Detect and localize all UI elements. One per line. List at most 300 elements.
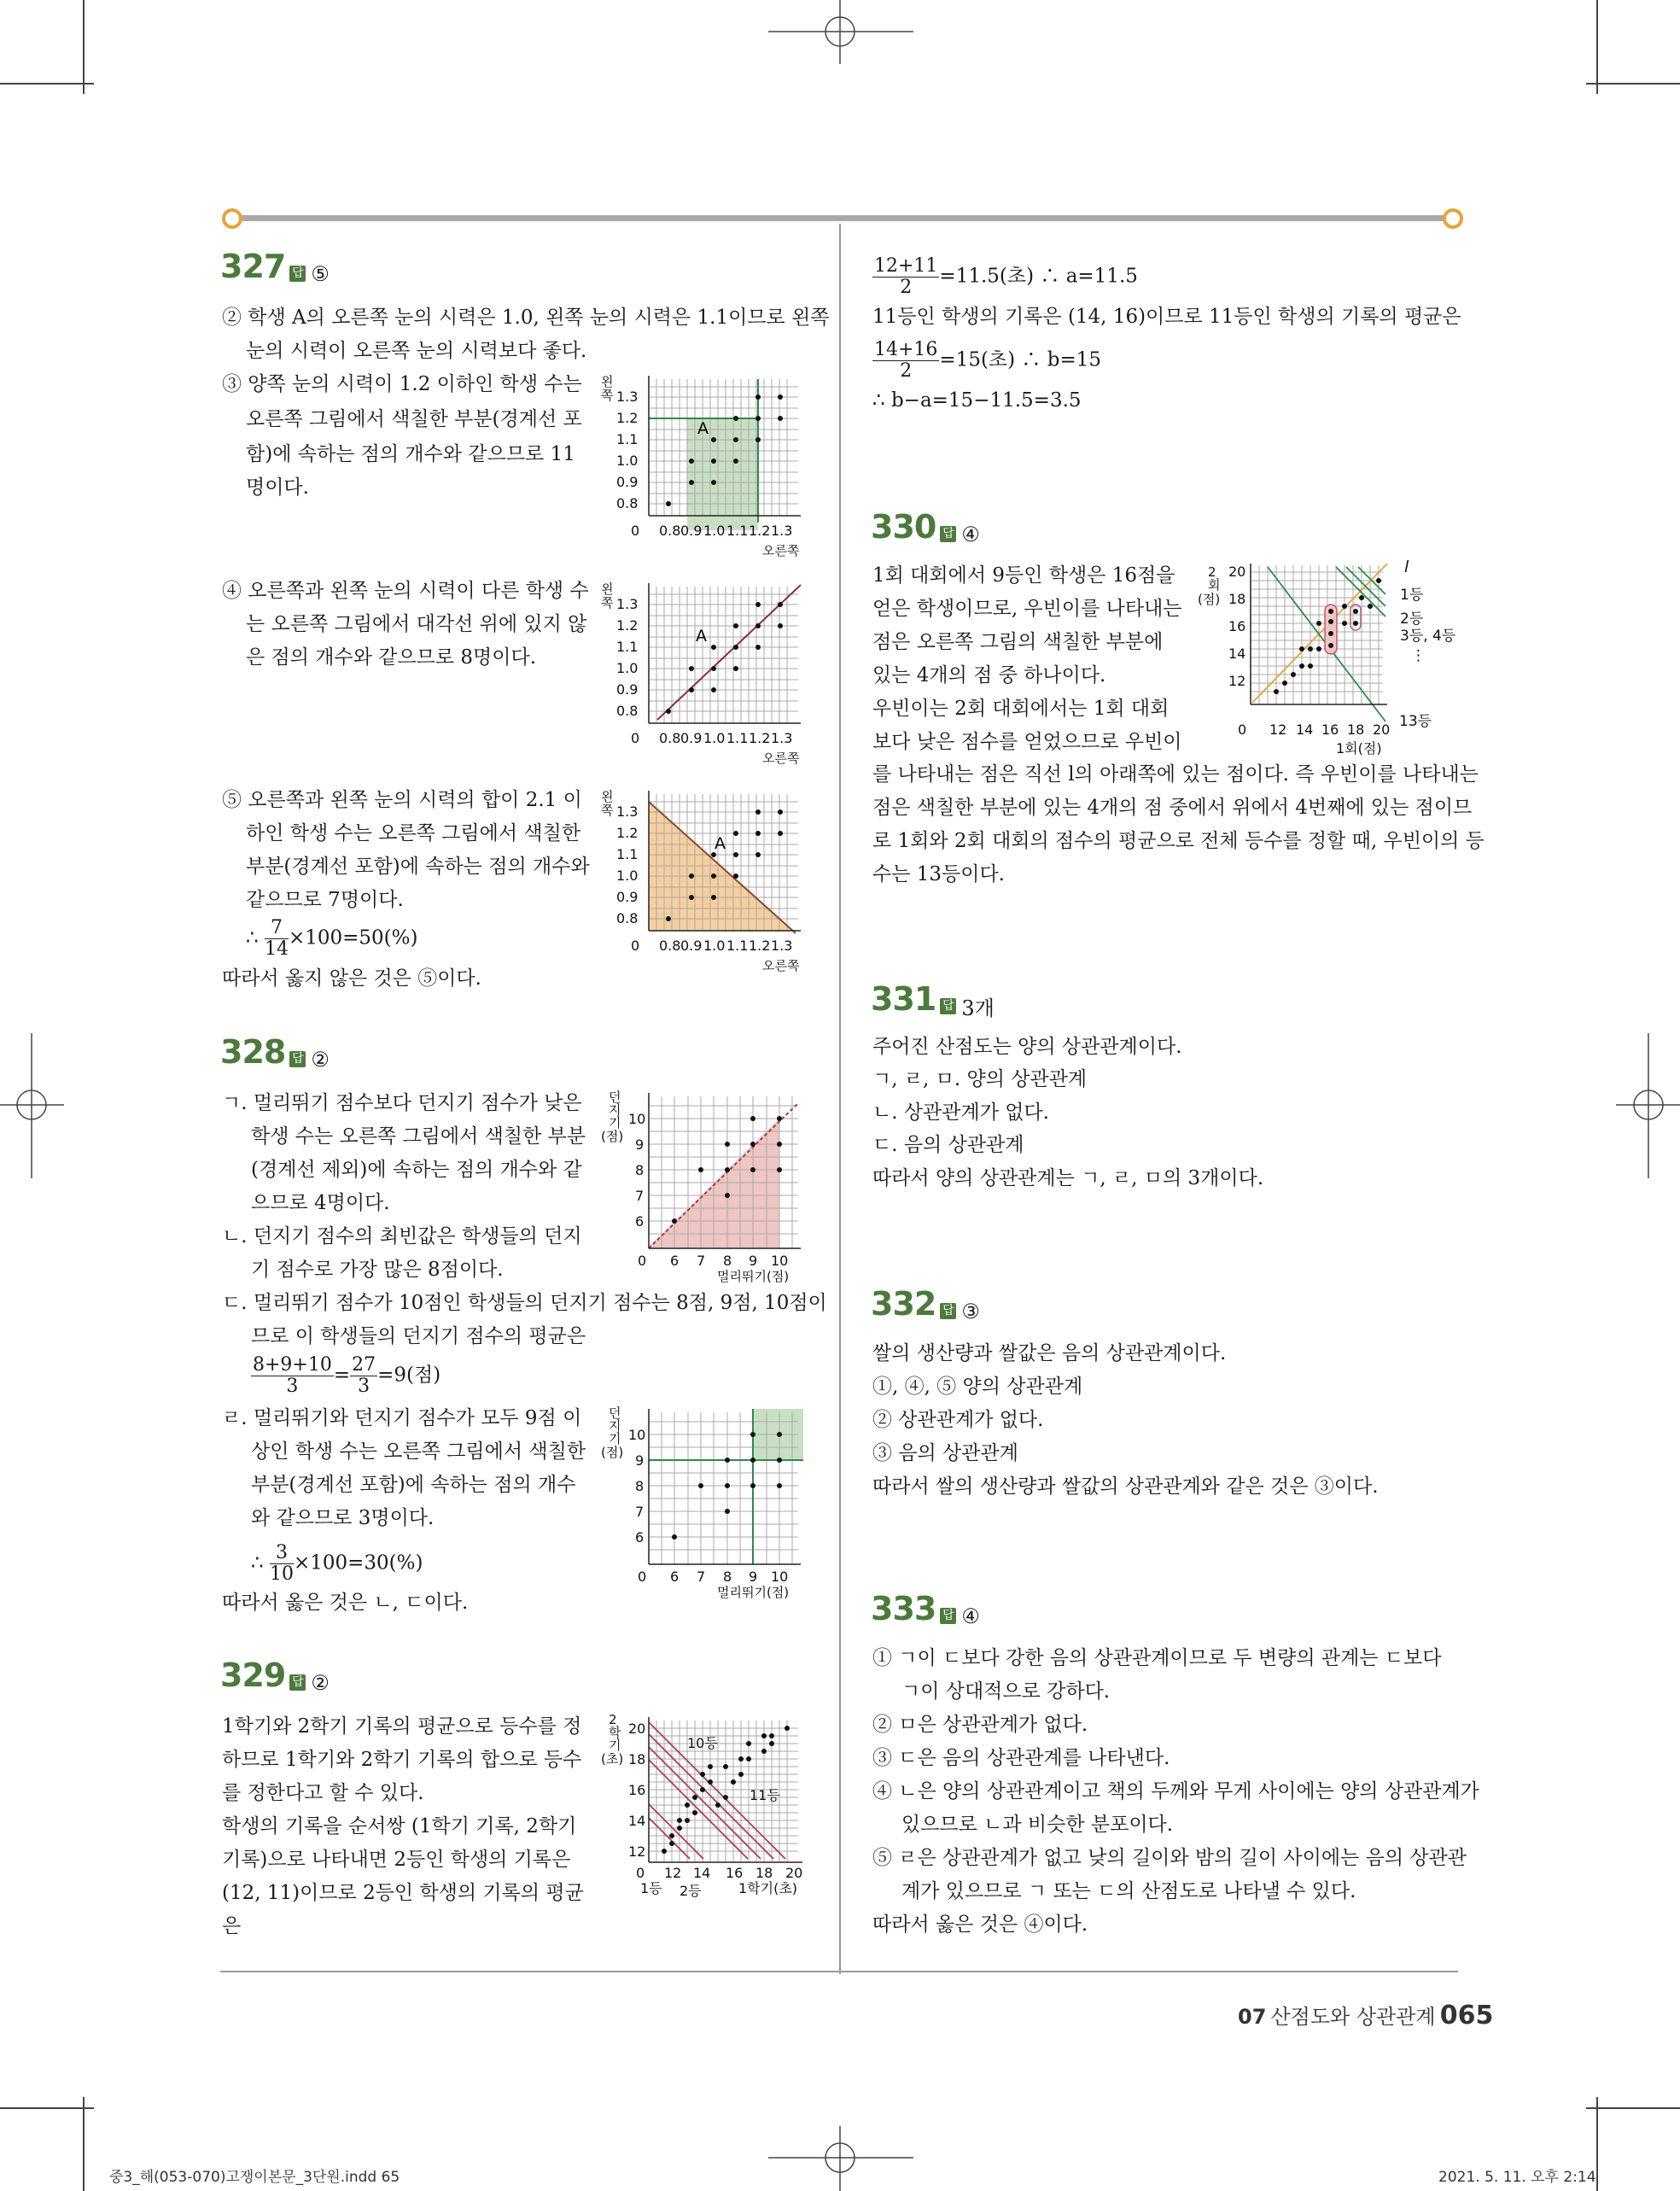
text-line: ㄱ. 멀리뛰기 점수보다 던지기 점수가 낮은	[222, 1092, 582, 1114]
text-line: 11등인 학생의 기록은 (14, 16)이므로 11등인 학생의 기록의 평균은	[872, 306, 1461, 328]
point	[689, 895, 694, 900]
problem-number: 327	[220, 248, 286, 285]
point	[692, 1795, 697, 1800]
problem-number: 331	[871, 980, 936, 1018]
text-line: 으므로 4명이다.	[251, 1192, 390, 1214]
text-line: ③ ㄷ은 음의 상관관계를 나타낸다.	[872, 1747, 1170, 1769]
point	[733, 873, 738, 879]
point	[777, 1432, 782, 1437]
x-label: 멀리뛰기(점)	[717, 1585, 790, 1600]
y-tick: 0.9	[616, 889, 639, 905]
point	[733, 666, 738, 671]
point	[698, 1167, 703, 1172]
y-tick: 1.0	[616, 660, 639, 676]
point	[1342, 621, 1347, 626]
text-line: 은 점의 개수와 같으므로 8명이다.	[246, 646, 537, 669]
y-label: 학	[609, 1725, 621, 1740]
fraction	[251, 1355, 334, 1397]
point	[725, 1509, 730, 1514]
point	[672, 1534, 677, 1540]
text-line: 점은 색칠한 부분에 있는 4개의 점 중에서 위에서 4번째에 있는 점이므	[872, 797, 1473, 819]
point	[746, 1756, 751, 1762]
point	[669, 1833, 674, 1838]
y-tick: 8	[635, 1162, 645, 1178]
point	[689, 459, 694, 464]
origin: 0	[631, 730, 640, 746]
y-tick: 18	[628, 1751, 646, 1767]
point	[769, 1733, 774, 1738]
y-tick: 12	[628, 1843, 646, 1860]
y-tick: 6	[635, 1529, 645, 1545]
text-line: 오른쪽 그림에서 색칠한 부분(경계선 포	[246, 408, 582, 430]
point	[689, 480, 694, 485]
point	[711, 873, 716, 879]
origin: 0	[1238, 722, 1247, 738]
point	[769, 1741, 774, 1746]
point	[1328, 643, 1333, 648]
text-line: ∴ b−a=15−11.5=3.5	[872, 389, 1082, 412]
top-bar-cap-left	[222, 208, 242, 229]
bottom-rule	[220, 1971, 1458, 1972]
text-line: ④ ㄴ은 양의 상관관계이고 책의 두께와 무게 사이에는 양의 상관관계가	[872, 1780, 1479, 1802]
denominator: 3	[358, 1376, 370, 1397]
point	[725, 1193, 730, 1198]
text-line: 학생의 기록을 순서쌍 (1학기 기록, 2학기	[222, 1815, 577, 1838]
problem-332-header	[871, 1285, 980, 1323]
text-line: 상인 학생 수는 오른쪽 그림에서 색칠한	[251, 1440, 586, 1463]
point	[708, 1764, 713, 1769]
point-label-a: A	[696, 627, 707, 646]
point	[677, 1818, 682, 1823]
text-line: 부분(경계선 포함)에 속하는 점의 개수와	[246, 856, 590, 878]
y-tick: 10	[628, 1427, 646, 1443]
answer-badge: 답	[940, 1608, 956, 1624]
answer-badge: 답	[940, 998, 956, 1014]
text-line: 계가 있으므로 ㄱ 또는 ㄷ의 산점도로 나타낼 수 있다.	[901, 1880, 1356, 1902]
chapter-number: 07	[1238, 2005, 1267, 2029]
y-tick: 1.1	[616, 639, 639, 655]
text-line: ㄴ. 던지기 점수의 최빈값은 학생들의 던지	[222, 1225, 582, 1247]
point	[733, 459, 738, 464]
point	[1274, 689, 1279, 694]
calc-result: =11.5(초) ∴ a=11.5	[939, 265, 1138, 288]
x-tick: 18	[1347, 722, 1365, 738]
x-label: 1회(점)	[1336, 740, 1382, 757]
point	[755, 437, 761, 442]
point	[666, 501, 671, 506]
point	[733, 831, 738, 836]
point	[711, 437, 716, 442]
point	[1299, 646, 1304, 651]
x-tick: 0.9	[680, 938, 703, 954]
point	[725, 1483, 730, 1488]
x-tick: 9	[749, 1569, 758, 1585]
ellipsis: ⋮	[1411, 647, 1426, 664]
point	[777, 1116, 782, 1121]
y-label: 쪽	[601, 388, 614, 403]
text-line: 기록)으로 나타내면 2등인 학생의 기록은	[222, 1849, 571, 1871]
text-line: 로 1회와 2회 대회의 점수의 평균으로 전체 등수를 정할 때, 우빈이의 등	[872, 830, 1485, 852]
y-label: 기	[609, 1115, 621, 1131]
x-tick: 1.0	[703, 730, 726, 746]
point-label-a: A	[697, 419, 709, 438]
text-line: 1학기와 2학기 기록의 평균으로 등수를 정	[222, 1715, 582, 1738]
point	[711, 459, 716, 464]
rank-label: 1등	[1400, 587, 1424, 604]
x-tick: 9	[749, 1253, 758, 1269]
text-line: 하므로 1학기와 2학기 기록의 합으로 등수	[222, 1749, 582, 1771]
calc-line	[251, 1355, 440, 1397]
text-line: 우빈이는 2회 대회에서는 1회 대회	[872, 698, 1170, 720]
problem-329-header	[220, 1656, 330, 1695]
y-label: 던	[609, 1405, 621, 1421]
y-tick: 9	[635, 1136, 645, 1153]
point	[708, 1779, 713, 1785]
calc-prefix: ∴	[251, 1551, 270, 1575]
answer-value: 3개	[961, 996, 995, 1020]
y-tick: 7	[635, 1188, 645, 1204]
y-label: 왼	[601, 374, 614, 389]
text-line: ② 학생 A의 오른쪽 눈의 시력은 1.0, 왼쪽 눈의 시력은 1.1이므로 왼쪽	[222, 307, 830, 329]
answer-badge: 답	[940, 526, 956, 542]
point	[711, 645, 716, 650]
y-tick: 1.0	[616, 453, 639, 469]
y-tick: 8	[635, 1478, 645, 1494]
answer-badge: 답	[289, 1051, 306, 1067]
point	[662, 1849, 667, 1854]
y-tick: 0.8	[616, 495, 639, 511]
x-tick: 1.2	[749, 938, 771, 954]
answer-value: ②	[311, 1670, 330, 1695]
origin: 0	[631, 938, 640, 954]
point	[700, 1787, 705, 1792]
point	[669, 1841, 674, 1846]
graph-jump-1	[598, 1086, 811, 1287]
point	[1308, 663, 1313, 669]
point	[750, 1116, 755, 1121]
point	[1316, 621, 1321, 626]
y-label: 기	[609, 1738, 621, 1753]
x-label: 오른쪽	[762, 543, 800, 558]
calc-result: =9(점)	[377, 1364, 441, 1387]
point	[685, 1802, 690, 1808]
conclusion: 따라서 옳은 것은 ㄴ, ㄷ이다.	[222, 1592, 469, 1614]
x-tick: 1.0	[703, 523, 726, 539]
y-tick: 1.1	[616, 846, 639, 862]
x-tick: 6	[670, 1569, 680, 1585]
point	[689, 873, 694, 879]
point	[685, 1818, 690, 1823]
y-tick: 0.8	[616, 703, 639, 719]
page-number: 065	[1439, 2001, 1494, 2030]
y-tick: 1.2	[616, 410, 639, 426]
x-tick: 12	[664, 1865, 682, 1881]
x-tick: 10	[771, 1569, 789, 1585]
point	[1316, 646, 1321, 651]
numerator: 12+11	[874, 255, 938, 277]
problem-number: 329	[220, 1656, 286, 1694]
y-tick: 0.9	[616, 474, 639, 490]
text-line: 은	[222, 1915, 242, 1937]
x-tick: 0.8	[659, 730, 681, 746]
point	[689, 666, 694, 671]
denominator: 14	[264, 938, 289, 960]
denominator: 2	[900, 277, 913, 298]
x-tick: 16	[726, 1865, 744, 1881]
answer-value: ④	[961, 1604, 980, 1628]
text-line: ㄱ, ㄹ, ㅁ. 양의 상관관계	[872, 1068, 1088, 1090]
x-tick: 0.9	[680, 523, 703, 539]
text-line: 따라서 옳은 것은 ④이다.	[872, 1913, 1088, 1936]
point	[755, 645, 761, 650]
y-tick: 0.8	[616, 910, 639, 926]
numerator: 14+16	[874, 339, 938, 360]
point	[672, 1218, 677, 1224]
calc-prefix: ∴	[246, 926, 265, 949]
point	[778, 809, 783, 815]
x-tick: 1.1	[726, 523, 749, 539]
point-label-a: A	[715, 834, 726, 853]
y-label: (점)	[601, 1445, 624, 1460]
text-line: 점은 오른쪽 그림의 색칠한 부분에	[872, 631, 1164, 653]
text-line: 하인 학생 수는 오른쪽 그림에서 색칠한	[246, 822, 581, 844]
calc-line	[872, 256, 1138, 298]
text-line: 같으므로 7명이다.	[246, 889, 404, 911]
x-label: 오른쪽	[762, 958, 800, 973]
rank-label: 2등	[1400, 611, 1424, 628]
origin: 0	[638, 1253, 647, 1269]
answer-badge: 답	[289, 1674, 306, 1691]
answer-value: ⑤	[311, 261, 330, 286]
x-label: 오른쪽	[762, 751, 800, 766]
x-tick: 1.3	[771, 730, 793, 746]
answer-value: ④	[961, 522, 980, 546]
point	[733, 416, 738, 421]
y-label: 지	[609, 1418, 621, 1434]
point	[1328, 609, 1333, 614]
rank-label: 13등	[1399, 713, 1432, 730]
point	[711, 895, 716, 900]
graph-semester	[598, 1710, 815, 1911]
point	[755, 852, 761, 857]
fraction	[872, 256, 939, 298]
numerator: 7	[265, 918, 289, 939]
problem-number: 332	[871, 1285, 936, 1323]
numerator: 8+9+10	[253, 1354, 332, 1376]
x-tick: 7	[697, 1569, 706, 1585]
y-label: 쪽	[601, 595, 614, 611]
x-tick: 1.3	[771, 523, 793, 539]
fraction	[265, 918, 289, 960]
point	[777, 1167, 782, 1172]
text-line: 부분(경계선 포함)에 속하는 점의 개수	[251, 1474, 576, 1496]
text-line: ⑤ ㄹ은 상관관계가 없고 낮의 길이와 밤의 길이 사이에는 음의 상관관	[872, 1847, 1467, 1869]
y-tick: 10	[628, 1111, 646, 1127]
file-info: 중3_해(053-070)고쟁이본문_3단원.indd 65	[109, 2169, 400, 2186]
point	[1282, 681, 1287, 686]
text-line: 쌀의 생산량과 쌀값은 음의 상관관계이다.	[872, 1342, 1227, 1364]
point	[755, 831, 761, 836]
x-tick: 10	[771, 1253, 789, 1269]
point	[1328, 631, 1333, 636]
y-tick: 18	[1228, 591, 1246, 607]
point	[700, 1772, 705, 1777]
numerator: 27	[352, 1354, 376, 1376]
point	[666, 916, 671, 921]
y-tick: 7	[635, 1504, 645, 1520]
x-tick: 18	[755, 1865, 773, 1881]
text-line: ㄷ. 음의 상관관계	[872, 1134, 1024, 1156]
problem-331-header	[871, 980, 995, 1021]
x-tick: 1.3	[771, 938, 793, 954]
denominator: 3	[286, 1376, 299, 1397]
y-tick: 1.2	[616, 825, 639, 841]
problem-number: 328	[220, 1033, 286, 1071]
x-tick: 1.2	[749, 523, 771, 539]
text-line: 눈의 시력이 오른쪽 눈의 시력보다 좋다.	[246, 340, 587, 362]
text-line: ㄴ. 상관관계가 없다.	[872, 1101, 1049, 1124]
point	[1353, 609, 1358, 614]
x-tick: 0.9	[680, 730, 703, 746]
registration-mark-right	[1616, 1033, 1680, 1178]
point	[750, 1142, 755, 1147]
y-tick: 16	[628, 1782, 646, 1798]
point	[1308, 646, 1313, 651]
point	[1353, 621, 1358, 626]
text-line: 보다 낮은 점수를 얻었으므로 우빈이	[872, 731, 1182, 753]
text-line: 명이다.	[246, 476, 309, 499]
y-label: 지	[609, 1102, 621, 1118]
calc-line	[872, 340, 1101, 382]
calc-result: ×100=30(%)	[293, 1551, 423, 1575]
x-tick: 1.2	[749, 730, 771, 746]
y-label: 왼	[601, 581, 614, 597]
y-tick: 1.3	[616, 596, 639, 612]
point	[711, 666, 716, 671]
print-date: 2021. 5. 11. 오후 2:14	[1438, 2169, 1596, 2186]
rank-label: 10등	[687, 1735, 718, 1751]
text-line: 있는 4개의 점 중 하나이다.	[872, 664, 1106, 687]
chapter-title: 산점도와 상관관계	[1270, 2005, 1436, 2029]
text-line: 따라서 쌀의 생산량과 쌀값의 상관관계와 같은 것은 ③이다.	[872, 1475, 1379, 1498]
x-tick: 1.1	[726, 938, 749, 954]
point	[1291, 672, 1296, 677]
text-line: ㄷ. 멀리뛰기 점수가 10점인 학생들의 던지기 점수는 8점, 9점, 10점이	[222, 1292, 827, 1314]
point	[761, 1749, 767, 1754]
fraction	[350, 1355, 377, 1397]
fraction	[872, 340, 939, 382]
denominator: 10	[269, 1563, 294, 1585]
y-tick: 6	[635, 1213, 645, 1230]
text-line: (경계선 제외)에 속하는 점의 개수와 같	[251, 1159, 582, 1181]
numerator: 3	[270, 1543, 294, 1564]
text-line: 기 점수로 가장 많은 8점이다.	[251, 1259, 504, 1281]
problem-number: 333	[871, 1590, 936, 1627]
calc-result: ×100=50(%)	[288, 926, 418, 949]
text-line: ③ 양쪽 눈의 시력이 1.2 이하인 학생 수는	[222, 373, 582, 395]
y-tick: 0.9	[616, 681, 639, 698]
point	[1359, 595, 1364, 600]
y-tick: 1.2	[616, 617, 639, 634]
y-tick: 12	[1228, 673, 1246, 689]
x-tick: 12	[1269, 722, 1287, 738]
point	[777, 1458, 782, 1463]
y-label: 기	[609, 1431, 621, 1446]
registration-mark-left	[0, 1033, 64, 1178]
text-line: ③ 음의 상관관계	[872, 1442, 1018, 1464]
point	[755, 602, 761, 607]
point	[725, 1458, 730, 1463]
y-tick: 14	[1228, 646, 1246, 662]
point	[666, 709, 671, 714]
x-tick: 6	[670, 1253, 680, 1269]
point	[692, 1810, 697, 1815]
y-tick: 1.1	[616, 431, 639, 447]
point	[778, 602, 783, 607]
y-label: 던	[609, 1090, 621, 1105]
point	[750, 1167, 755, 1172]
x-tick: 16	[1321, 722, 1339, 738]
y-label: (초)	[601, 1751, 624, 1767]
point	[733, 645, 738, 650]
graph-vision-2	[598, 576, 811, 773]
point	[698, 1483, 703, 1488]
point	[723, 1764, 728, 1769]
point	[750, 1483, 755, 1488]
y-tick: 1.3	[616, 803, 639, 820]
rank-label: 1등	[640, 1880, 662, 1896]
origin: 0	[631, 523, 640, 539]
x-label: 1학기(초)	[738, 1880, 798, 1896]
problem-328-header	[220, 1033, 330, 1072]
graph-vision-3	[598, 784, 811, 980]
graph-jump-2	[598, 1402, 811, 1603]
top-bar-cap-right	[1443, 208, 1463, 229]
text-line: (12, 11)이므로 2등인 학생의 기록의 평균	[222, 1882, 584, 1904]
top-bar	[232, 215, 1449, 221]
graph-competition	[1191, 555, 1481, 764]
problem-number: 330	[871, 508, 936, 546]
origin: 0	[636, 1865, 645, 1881]
y-label: 회	[1208, 577, 1221, 593]
y-tick: 20	[1228, 564, 1246, 580]
point	[1376, 578, 1381, 583]
y-tick: 1.0	[616, 868, 639, 884]
point	[711, 687, 716, 692]
x-tick: 0.8	[659, 938, 681, 954]
answer-value: ③	[961, 1299, 980, 1323]
point	[750, 1432, 755, 1437]
point	[755, 416, 761, 421]
conclusion: 따라서 옳지 않은 것은 ⑤이다.	[222, 967, 481, 990]
x-tick: 20	[785, 1865, 803, 1881]
x-tick: 20	[1373, 722, 1391, 738]
text-line: 를 나타내는 점은 직선 l의 아래쪽에 있는 점이다. 즉 우빈이를 나타내는	[872, 763, 1479, 786]
point	[1368, 604, 1373, 609]
point	[777, 1483, 782, 1488]
text-line: 함)에 속하는 점의 개수와 같으므로 11	[246, 443, 575, 465]
x-tick: 14	[1296, 722, 1314, 738]
rank-label: 3등, 4등	[1400, 628, 1456, 645]
page-footer	[1238, 2000, 1493, 2030]
point	[715, 1802, 720, 1808]
point	[733, 437, 738, 442]
fraction	[270, 1543, 294, 1585]
point	[778, 623, 783, 628]
answer-badge: 답	[289, 266, 306, 282]
text-line: 수는 13등이다.	[872, 863, 1005, 885]
registration-mark-top	[768, 0, 913, 64]
